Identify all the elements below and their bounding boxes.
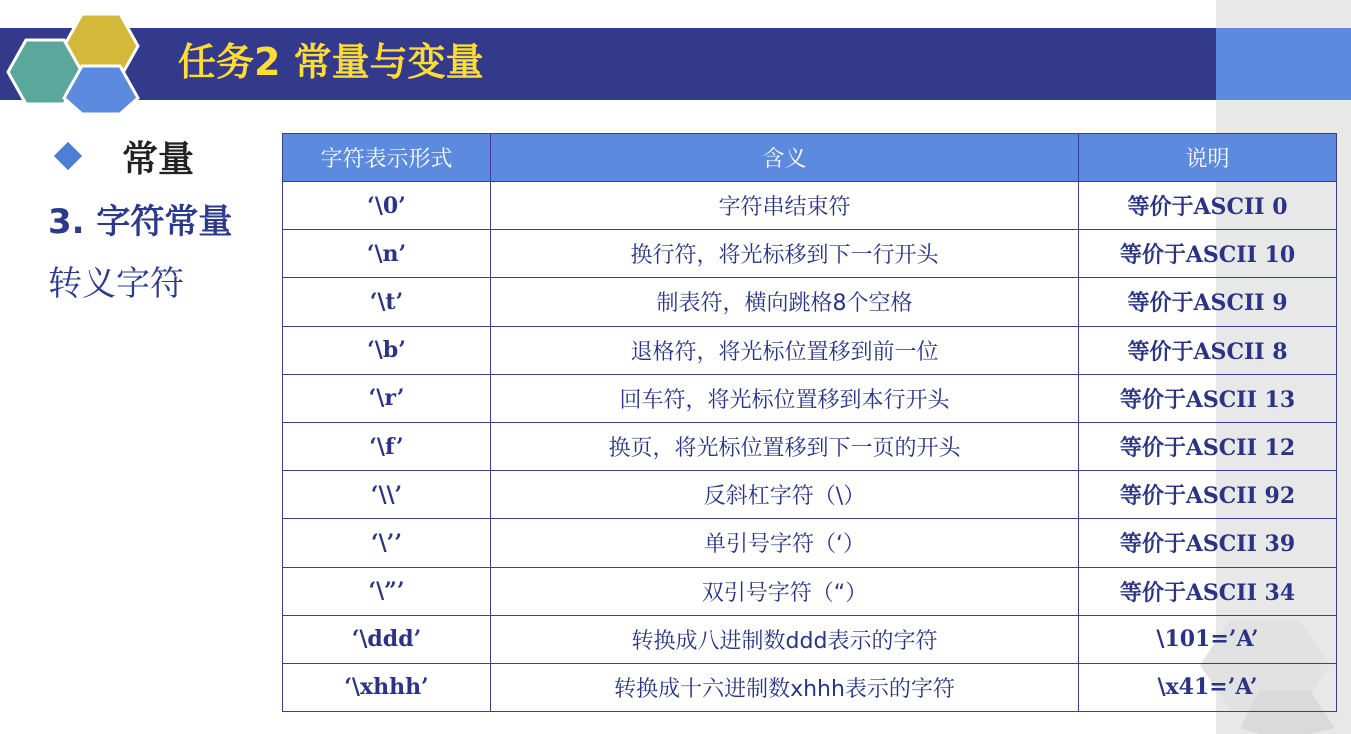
table-row bbox=[283, 663, 1337, 711]
table-row bbox=[283, 567, 1337, 615]
cell-note: 等价于ASCII 9 bbox=[1079, 278, 1337, 326]
cell-form: ‘\f’ bbox=[283, 422, 491, 470]
cell-note: 等价于ASCII 92 bbox=[1079, 471, 1337, 519]
header-meaning: 含义 bbox=[491, 134, 1079, 182]
diamond-bullet-icon bbox=[54, 142, 82, 170]
cell-note: 等价于ASCII 13 bbox=[1079, 374, 1337, 422]
cell-note: \x41=’A’ bbox=[1079, 663, 1337, 711]
table-row bbox=[283, 422, 1337, 470]
cell-note: 等价于ASCII 39 bbox=[1079, 519, 1337, 567]
header-form: 字符表示形式 bbox=[283, 134, 491, 182]
cell-note: 等价于ASCII 34 bbox=[1079, 567, 1337, 615]
cell-form: ‘\0’ bbox=[283, 182, 491, 230]
table-row bbox=[283, 519, 1337, 567]
cell-form: ‘\ddd’ bbox=[283, 615, 491, 663]
cell-form: ‘\\’ bbox=[283, 471, 491, 519]
cell-note: 等价于ASCII 12 bbox=[1079, 422, 1337, 470]
hexagon-logo-icon bbox=[0, 10, 150, 114]
table-row bbox=[283, 615, 1337, 663]
subheading-char-constant: 3. 字符常量 bbox=[48, 202, 233, 242]
cell-meaning: 反斜杠字符（\） bbox=[491, 471, 1079, 519]
header-note: 说明 bbox=[1079, 134, 1337, 182]
bullet-heading-row bbox=[52, 132, 194, 180]
cell-note: 等价于ASCII 10 bbox=[1079, 230, 1337, 278]
cell-meaning: 转换成十六进制数xhhh表示的字符 bbox=[491, 663, 1079, 711]
cell-form: ‘\r’ bbox=[283, 374, 491, 422]
table-header-row bbox=[283, 134, 1337, 182]
table-row bbox=[283, 326, 1337, 374]
cell-meaning: 换页，将光标位置移到下一页的开头 bbox=[491, 422, 1079, 470]
cell-form: ‘\t’ bbox=[283, 278, 491, 326]
cell-note: 等价于ASCII 8 bbox=[1079, 326, 1337, 374]
cell-meaning: 转换成八进制数ddd表示的字符 bbox=[491, 615, 1079, 663]
cell-meaning: 回车符，将光标位置移到本行开头 bbox=[491, 374, 1079, 422]
cell-note: 等价于ASCII 0 bbox=[1079, 182, 1337, 230]
cell-meaning: 双引号字符（“） bbox=[491, 567, 1079, 615]
cell-meaning: 换行符，将光标移到下一行开头 bbox=[491, 230, 1079, 278]
table-row bbox=[283, 278, 1337, 326]
topic-escape-chars: 转义字符 bbox=[48, 264, 184, 304]
cell-form: ‘\b’ bbox=[283, 326, 491, 374]
table-row bbox=[283, 230, 1337, 278]
table-row bbox=[283, 471, 1337, 519]
cell-note: \101=’A’ bbox=[1079, 615, 1337, 663]
cell-form: ‘\”’ bbox=[283, 567, 491, 615]
cell-meaning: 制表符，横向跳格8个空格 bbox=[491, 278, 1079, 326]
slide-title: 任务2 常量与变量 bbox=[178, 40, 484, 84]
table-row bbox=[283, 182, 1337, 230]
cell-form: ‘\n’ bbox=[283, 230, 491, 278]
title-bar-accent bbox=[1216, 28, 1351, 100]
escape-sequence-table bbox=[282, 133, 1337, 712]
cell-form: ‘\xhhh’ bbox=[283, 663, 491, 711]
cell-form: ‘\’’ bbox=[283, 519, 491, 567]
table-row bbox=[283, 374, 1337, 422]
heading-constant: 常量 bbox=[122, 138, 195, 180]
cell-meaning: 单引号字符（‘） bbox=[491, 519, 1079, 567]
cell-meaning: 字符串结束符 bbox=[491, 182, 1079, 230]
cell-meaning: 退格符，将光标位置移到前一位 bbox=[491, 326, 1079, 374]
